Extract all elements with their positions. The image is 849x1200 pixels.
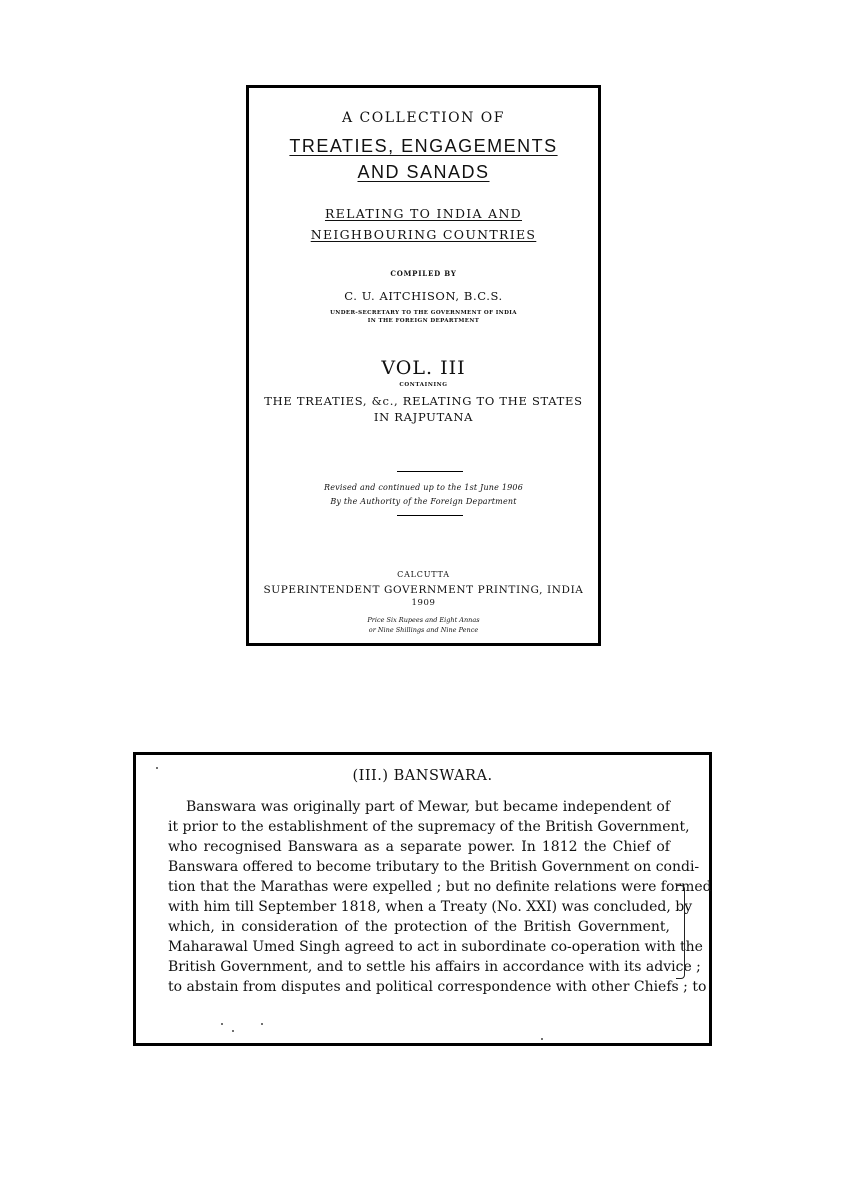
- subtitle-line-2: NEIGHBOURING COUNTRIES: [310, 227, 537, 242]
- subject-line-1: THE TREATIES, &c., RELATING TO THE STATES: [264, 394, 583, 408]
- author-position-line-1: UNDER-SECRETARY TO THE GOVERNMENT OF INDIA: [330, 310, 517, 316]
- title-page-frame: [246, 85, 601, 646]
- author-position-line-2: IN THE FOREIGN DEPARTMENT: [367, 318, 480, 324]
- divider-rule-top: [397, 471, 463, 472]
- scan-speck: [541, 1038, 543, 1040]
- scan-speck: [156, 767, 158, 769]
- paragraph-line: who recognised Banswara as a separate power. In 1812 the Chief of: [168, 839, 670, 855]
- title-intro: A COLLECTION OF: [341, 110, 505, 126]
- margin-bracket-mark: [676, 885, 685, 979]
- price-line-2: or Nine Shillings and Nine Pence: [368, 626, 479, 634]
- section-heading: (III.) BANSWARA.: [352, 768, 493, 784]
- paragraph-line: with him till September 1818, when a Treaty (No. XXI) was concluded, by: [168, 899, 693, 915]
- compiled-by-label: COMPILED BY: [390, 269, 457, 278]
- paragraph-line: it prior to the establishment of the supremacy of the British Government,: [168, 819, 690, 835]
- book-title-line-1: TREATIES, ENGAGEMENTS: [289, 136, 558, 156]
- publication-year: 1909: [411, 598, 436, 608]
- paragraph-line: which, in consideration of the protection of the British Government,: [168, 919, 670, 935]
- subtitle-line-1: RELATING TO INDIA AND: [324, 206, 523, 221]
- paragraph-line: Banswara offered to become tributary to the British Government on condi-: [168, 859, 700, 875]
- scan-speck: [221, 1023, 223, 1025]
- paragraph-line: British Government, and to settle his affairs in accordance with its advice ;: [168, 959, 701, 975]
- author-name: C. U. AITCHISON, B.C.S.: [344, 289, 503, 303]
- scan-speck: [232, 1030, 234, 1032]
- scan-speck: [261, 1023, 263, 1025]
- containing-label: CONTAINING: [399, 382, 448, 388]
- volume-number: VOL. III: [381, 357, 466, 379]
- excerpt-frame: [133, 752, 712, 1046]
- revision-line-2: By the Authority of the Foreign Department: [330, 497, 517, 506]
- publication-place: CALCUTTA: [397, 570, 450, 579]
- printer-name: SUPERINTENDENT GOVERNMENT PRINTING, INDIA: [263, 584, 584, 596]
- book-title-line-2: AND SANADS: [357, 162, 490, 182]
- paragraph-line: Banswara was originally part of Mewar, but became independent of: [186, 799, 670, 815]
- price-line-1: Price Six Rupees and Eight Annas: [367, 616, 480, 624]
- paragraph-line: Maharawal Umed Singh agreed to act in subordinate co-operation with the: [168, 939, 703, 955]
- paragraph-line: tion that the Marathas were expelled ; but no definite relations were formed: [168, 879, 712, 895]
- paragraph-line: to abstain from disputes and political correspondence with other Chiefs ; to: [168, 979, 707, 995]
- subject-line-2: IN RAJPUTANA: [373, 410, 474, 424]
- revision-line-1: Revised and continued up to the 1st June 1906: [324, 483, 523, 492]
- divider-rule-bottom: [397, 515, 463, 516]
